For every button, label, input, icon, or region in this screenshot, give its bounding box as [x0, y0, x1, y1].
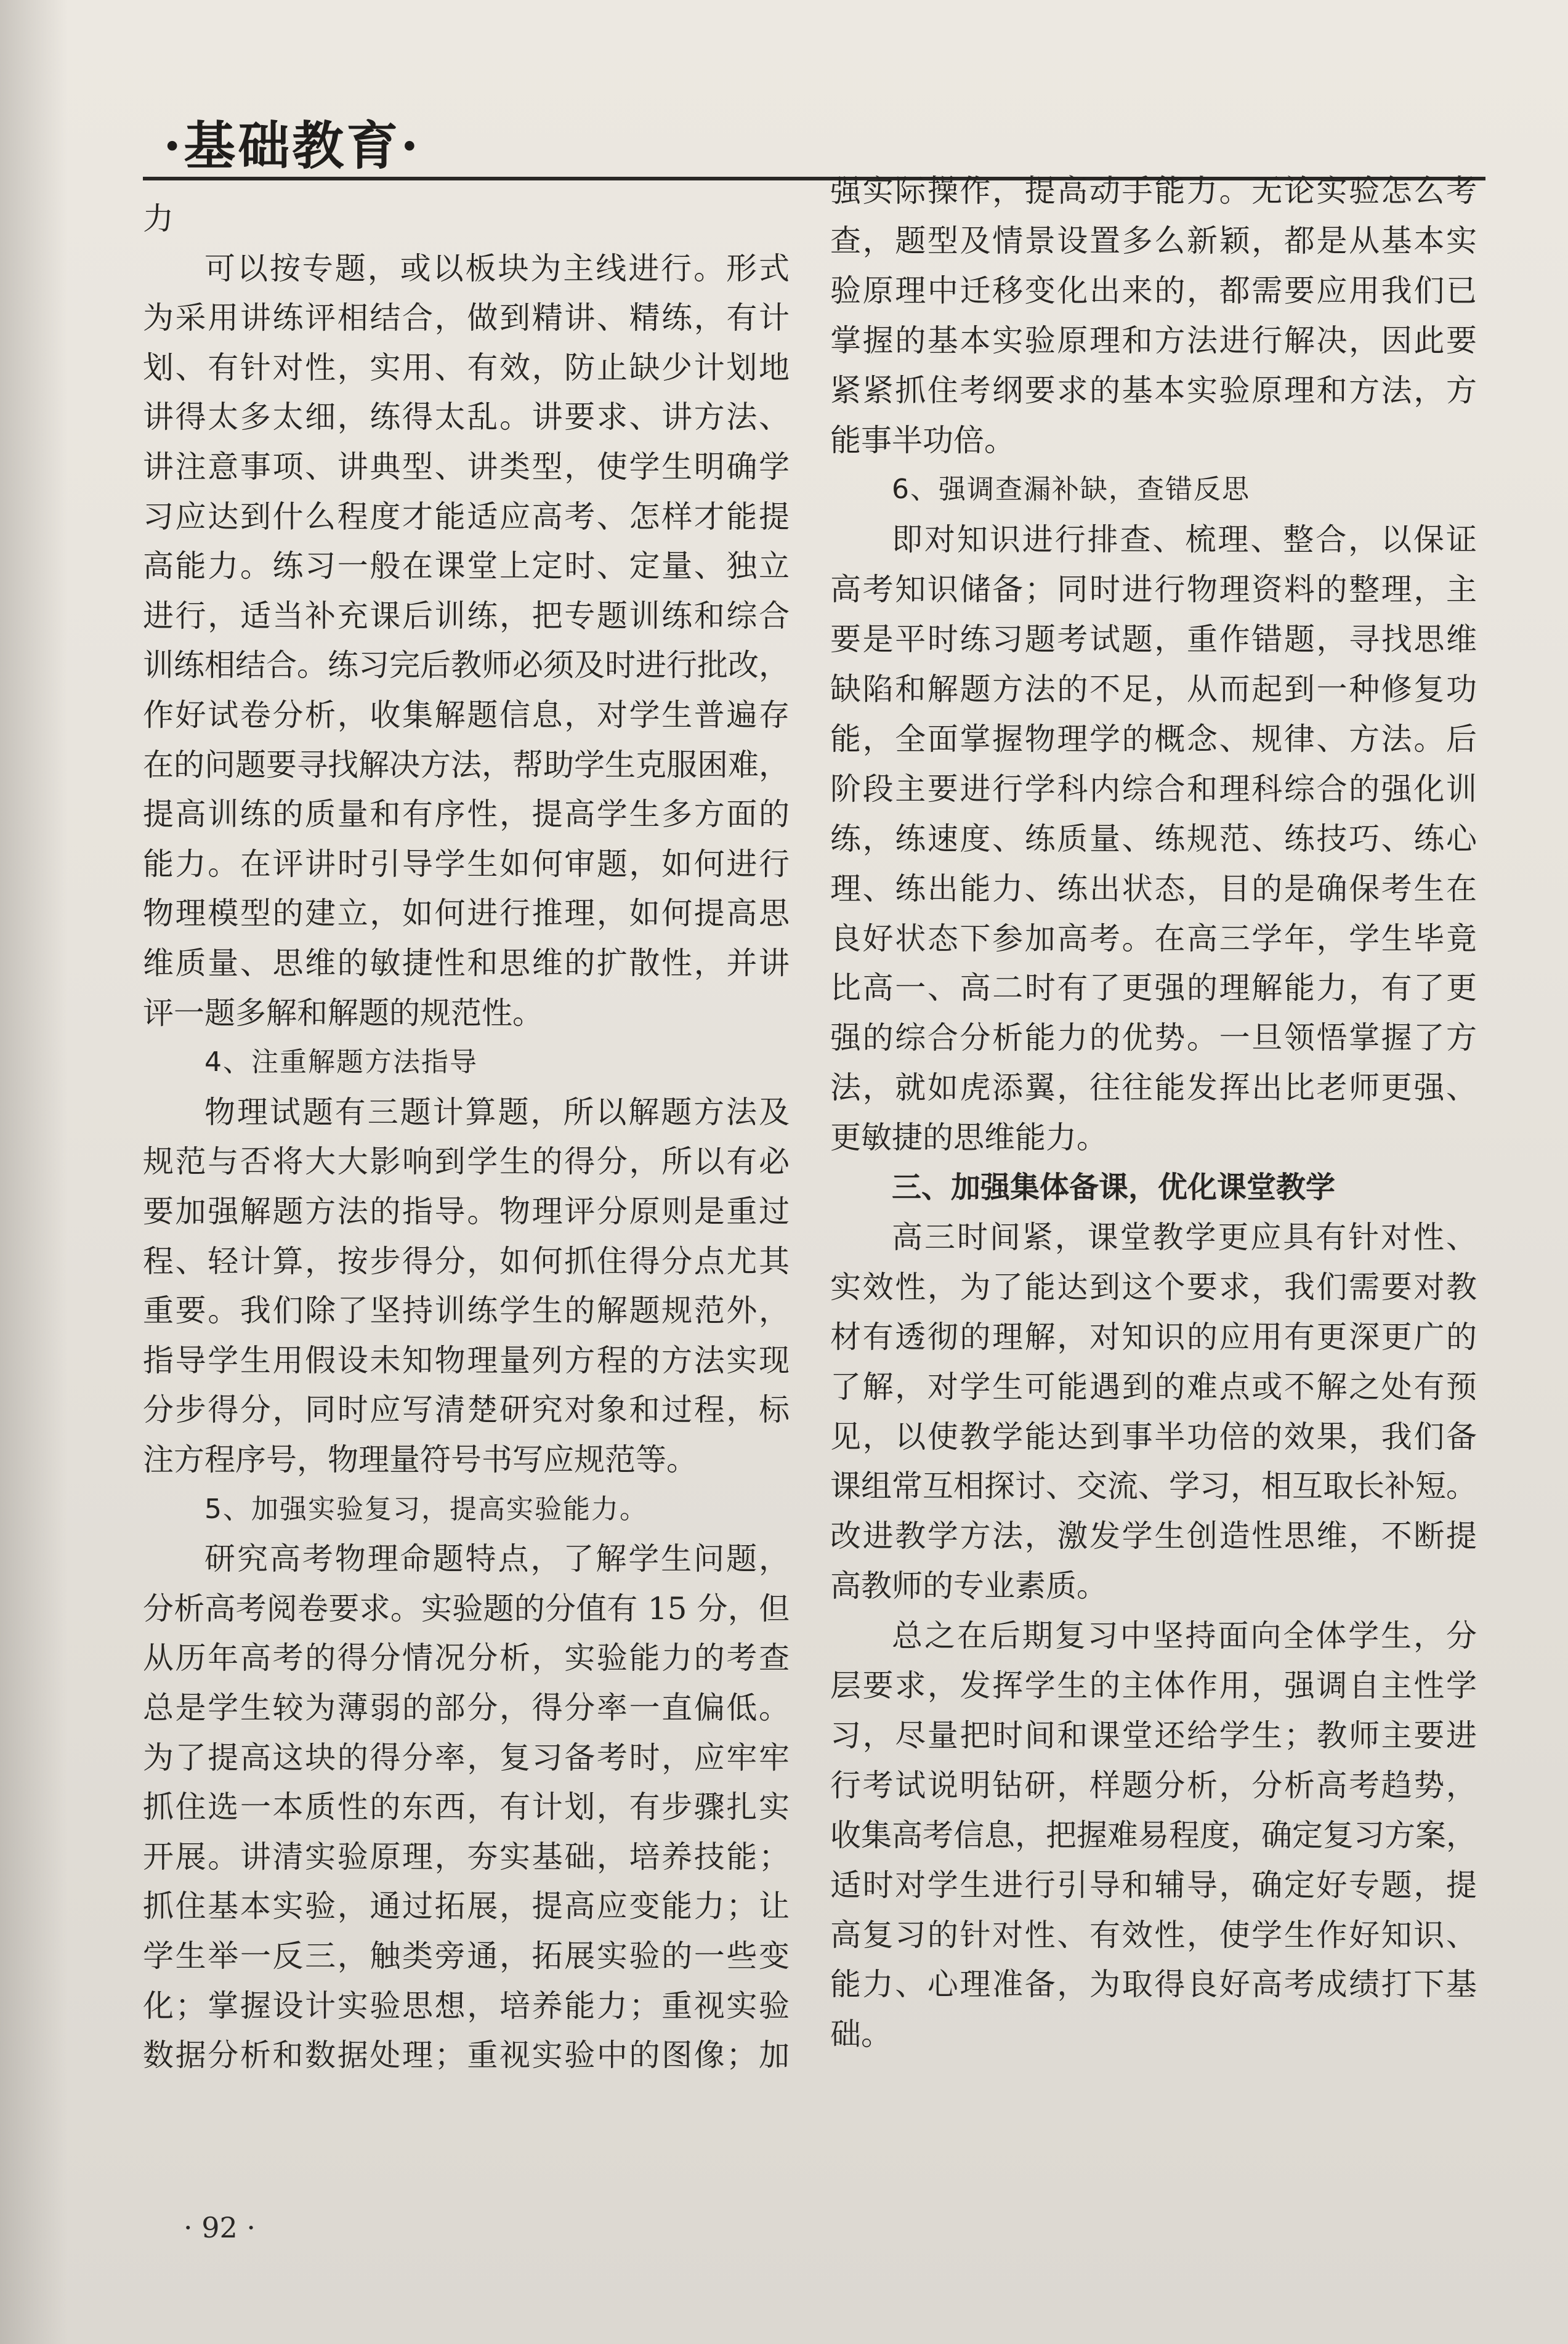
text-line: 化；掌握设计实验思想，培养能力；重视实验: [143, 1987, 790, 2024]
text-line: 开展。讲清实验原理，夯实基础，培养技能；: [143, 1838, 790, 1875]
text-line: 掌握的基本实验原理和方法进行解决，因此要: [830, 322, 1477, 358]
page-number: · 92 ·: [184, 2211, 256, 2244]
text-line: 高教师的专业素质。: [830, 1568, 1107, 1604]
text-line: 良好状态下参加高考。在高三学年，学生毕竟: [830, 920, 1477, 956]
subsection-heading: 5、加强实验复习，提高实验能力。: [204, 1493, 648, 1525]
text-line: 高考知识储备；同时进行物理资料的整理，主: [830, 572, 1477, 608]
text-line: 高复习的针对性、有效性，使学生作好知识、: [830, 1917, 1477, 1953]
text-line: 程、轻计算，按步得分，如何抓住得分点尤其: [143, 1243, 790, 1279]
text-line: 研究高考物理命题特点，了解学生问题，: [204, 1541, 790, 1577]
text-line: 强实际操作，提高动手能力。无论实验怎么考: [830, 173, 1477, 209]
text-line: 阶段主要进行学科内综合和理科综合的强化训: [830, 770, 1477, 807]
text-line: 分步得分，同时应写清楚研究对象和过程，标: [143, 1392, 790, 1428]
text-line: 作好试卷分析，收集解题信息，对学生普遍存: [143, 697, 790, 733]
text-line: 查，题型及情景设置多么新颖，都是从基本实: [830, 222, 1477, 259]
text-line: 维质量、思维的敏捷性和思维的扩散性，并讲: [143, 945, 790, 981]
text-line: 习应达到什么程度才能适应高考、怎样才能提: [143, 498, 790, 535]
text-line: 讲得太多太细，练得太乱。讲要求、讲方法、: [143, 399, 790, 435]
text-line: 力: [143, 201, 174, 236]
text-line: 练，练速度、练质量、练规范、练技巧、练心: [830, 820, 1477, 857]
text-line: 改进教学方法，激发学生创造性思维，不断提: [830, 1518, 1477, 1554]
text-line: 能力、心理准备，为取得良好高考成绩打下基: [830, 1966, 1477, 2003]
page-binding-shadow: [0, 0, 68, 2344]
text-line: 规范与否将大大影响到学生的得分，所以有必: [143, 1144, 790, 1180]
text-line: 重要。我们除了坚持训练学生的解题规范外，: [143, 1293, 790, 1329]
text-line: 实效性，为了能达到这个要求，我们需要对教: [830, 1269, 1477, 1305]
text-line: 提高训练的质量和有序性，提高学生多方面的: [143, 796, 790, 833]
text-line: 即对知识进行排查、梳理、整合，以保证: [892, 522, 1477, 558]
text-line: 高三时间紧，课堂教学更应具有针对性、: [892, 1219, 1477, 1255]
text-line: 理、练出能力、练出状态，目的是确保考生在: [830, 870, 1477, 907]
text-line: 强的综合分析能力的优势。一旦领悟掌握了方: [830, 1020, 1477, 1056]
text-line: 讲注意事项、讲典型、讲类型，使学生明确学: [143, 449, 790, 485]
text-line: 收集高考信息，把握难易程度，确定复习方案，: [830, 1817, 1477, 1853]
text-line: 验原理中迁移变化出来的，都需要应用我们已: [830, 272, 1477, 309]
text-line: 物理模型的建立，如何进行推理，如何提高思: [143, 895, 790, 932]
text-line: 习，尽量把时间和课堂还给学生；教师主要进: [830, 1717, 1477, 1753]
text-line: 缺陷和解题方法的不足，从而起到一种修复功: [830, 671, 1477, 707]
text-line: 为采用讲练评相结合，做到精讲、精练，有计: [143, 300, 790, 336]
text-line: 紧紧抓住考纲要求的基本实验原理和方法，方: [830, 372, 1477, 408]
text-line: 从历年高考的得分情况分析，实验能力的考查: [143, 1640, 790, 1676]
subsection-heading: 6、强调查漏补缺，查错反思: [892, 474, 1250, 506]
text-line: 为了提高这块的得分率，复习备考时，应牢牢: [143, 1739, 790, 1776]
text-line: 高能力。练习一般在课堂上定时、定量、独立: [143, 548, 790, 584]
text-line: 总是学生较为薄弱的部分，得分率一直偏低。: [143, 1690, 790, 1726]
text-line: 分析高考阅卷要求。实验题的分值有 15 分，但: [143, 1590, 790, 1627]
text-line: 了解，对学生可能遇到的难点或不解之处有预: [830, 1368, 1477, 1405]
text-line: 适时对学生进行引导和辅导，确定好专题，提: [830, 1867, 1477, 1903]
text-line: 注方程序号，物理量符号书写应规范等。: [143, 1442, 697, 1477]
text-line: 训练相结合。练习完后教师必须及时进行批改，: [143, 647, 790, 684]
text-line: 能事半功倍。: [830, 422, 1015, 458]
text-line: 物理试题有三题计算题，所以解题方法及: [204, 1094, 790, 1130]
text-line: 能，全面掌握物理学的概念、规律、方法。后: [830, 721, 1477, 757]
text-line: 划、有针对性，实用、有效，防止缺少计划地: [143, 349, 790, 386]
text-line: 课组常互相探讨、交流、学习，相互取长补短。: [830, 1468, 1477, 1505]
text-line: 进行，适当补充课后训练，把专题训练和综合: [143, 597, 790, 634]
text-line: 学生举一反三，触类旁通，拓展实验的一些变: [143, 1938, 790, 1974]
text-line: 要加强解题方法的指导。物理评分原则是重过: [143, 1194, 790, 1229]
text-line: 总之在后期复习中坚持面向全体学生，分: [892, 1618, 1477, 1654]
text-line: 层要求，发挥学生的主体作用，强调自主性学: [830, 1668, 1477, 1703]
text-line: 抓住基本实验，通过拓展，提高应变能力；让: [143, 1888, 790, 1925]
text-line: 础。: [830, 2016, 892, 2053]
text-line: 法，就如虎添翼，往往能发挥出比老师更强、: [830, 1070, 1477, 1106]
text-line: 要是平时练习题考试题，重作错题，寻找思维: [830, 621, 1477, 658]
text-line: 抓住选一本质性的东西，有计划，有步骤扎实: [143, 1789, 790, 1825]
section-heading: 三、加强集体备课，优化课堂教学: [892, 1170, 1336, 1205]
text-line: 材有透彻的理解，对知识的应用有更深更广的: [830, 1319, 1477, 1355]
text-line: 在的问题要寻找解决方法，帮助学生克服困难，: [143, 746, 790, 783]
text-line: 更敏捷的思维能力。: [830, 1120, 1107, 1156]
subsection-heading: 4、注重解题方法指导: [204, 1046, 478, 1078]
text-line: 评一题多解和解题的规范性。: [143, 995, 543, 1031]
text-line: 数据分析和数据处理；重视实验中的图像；加: [143, 2037, 790, 2074]
text-line: 见，以使教学能达到事半功倍的效果，我们备: [830, 1418, 1477, 1455]
text-line: 指导学生用假设未知物理量列方程的方法实现: [143, 1342, 790, 1378]
text-line: 可以按专题，或以板块为主线进行。形式: [204, 250, 790, 286]
text-line: 比高一、高二时有了更强的理解能力，有了更: [830, 970, 1477, 1006]
text-line: 能力。在评讲时引导学生如何审题，如何进行: [143, 846, 790, 882]
section-header-title: ·基础教育·: [163, 115, 421, 176]
text-line: 行考试说明钻研，样题分析，分析高考趋势，: [830, 1767, 1477, 1803]
